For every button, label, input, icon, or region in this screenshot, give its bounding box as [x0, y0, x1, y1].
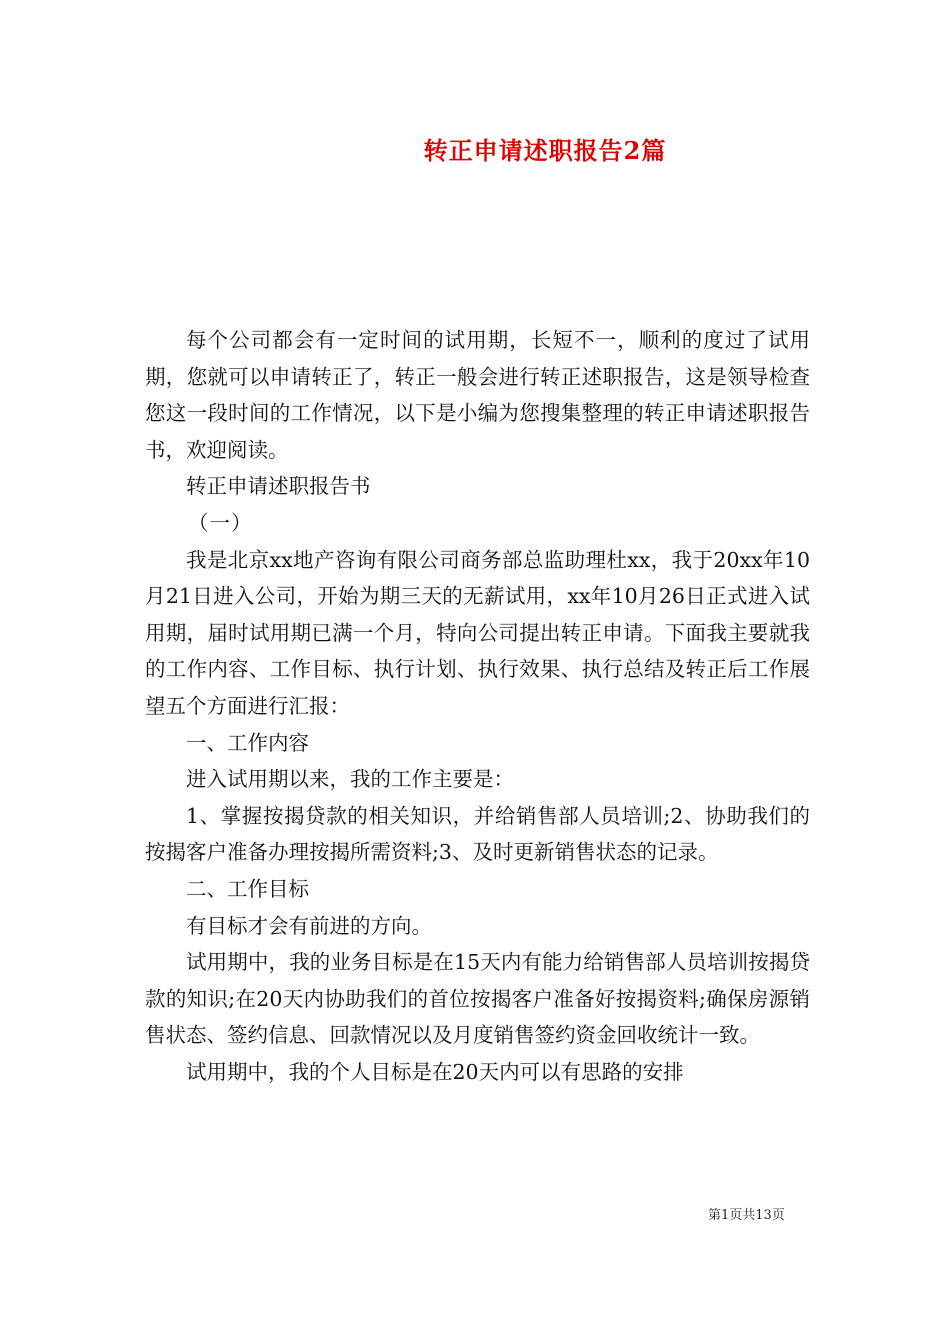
- document-title: 转正申请述职报告2篇: [423, 136, 667, 165]
- section-marker-one: （一）: [188, 510, 253, 535]
- intro-paragraph: 每个公司都会有一定时间的试用期，长短不一，顺利的度过了试用期，您就可以申请转正了，转正一般会进行转正述职报告，这是领导检查您这一段时间的工作情况，以下是小编为您搜集整理的转正申请述职报告书，欢迎阅读。: [145, 328, 810, 462]
- report-subtitle: 转正申请述职报告书: [186, 474, 371, 499]
- section-heading-work-content: 一、工作内容: [186, 730, 309, 755]
- body-paragraph: 进入试用期以来，我的工作主要是：: [186, 767, 514, 792]
- body-paragraph: 试用期中，我的个人目标是在20天内可以有思路的安排: [186, 1059, 684, 1084]
- body-paragraph: 试用期中，我的业务目标是在15天内有能力给销售部人员培训按揭贷款的知识;在20天内协助我们的首位按揭客户准备好按揭资料;确保房源销售状态、签约信息、回款情况以及月度销售签约资金回收统计一致。: [145, 950, 810, 1048]
- body-paragraph: 1、掌握按揭贷款的相关知识，并给销售部人员培训;2、协助我们的按揭客户准备办理按揭所需资料;3、及时更新销售状态的记录。: [145, 803, 810, 865]
- section-heading-work-goals: 二、工作目标: [186, 876, 309, 901]
- body-paragraph: 有目标才会有前进的方向。: [186, 913, 432, 938]
- body-paragraph: 我是北京xx地产咨询有限公司商务部总监助理杜xx，我于20xx年10月21日进入公司，开始为期三天的无薪试用，xx年10月26日正式进入试用期，届时试用期已满一个月，特向公司提出转正申请。下面我主要就我的工作内容、工作目标、执行计划、执行效果、执行总结及转正后工作展望五个方面进行汇报：: [145, 547, 810, 718]
- page-number: 第1页共13页: [708, 1208, 785, 1223]
- document-body: [145, 322, 810, 1090]
